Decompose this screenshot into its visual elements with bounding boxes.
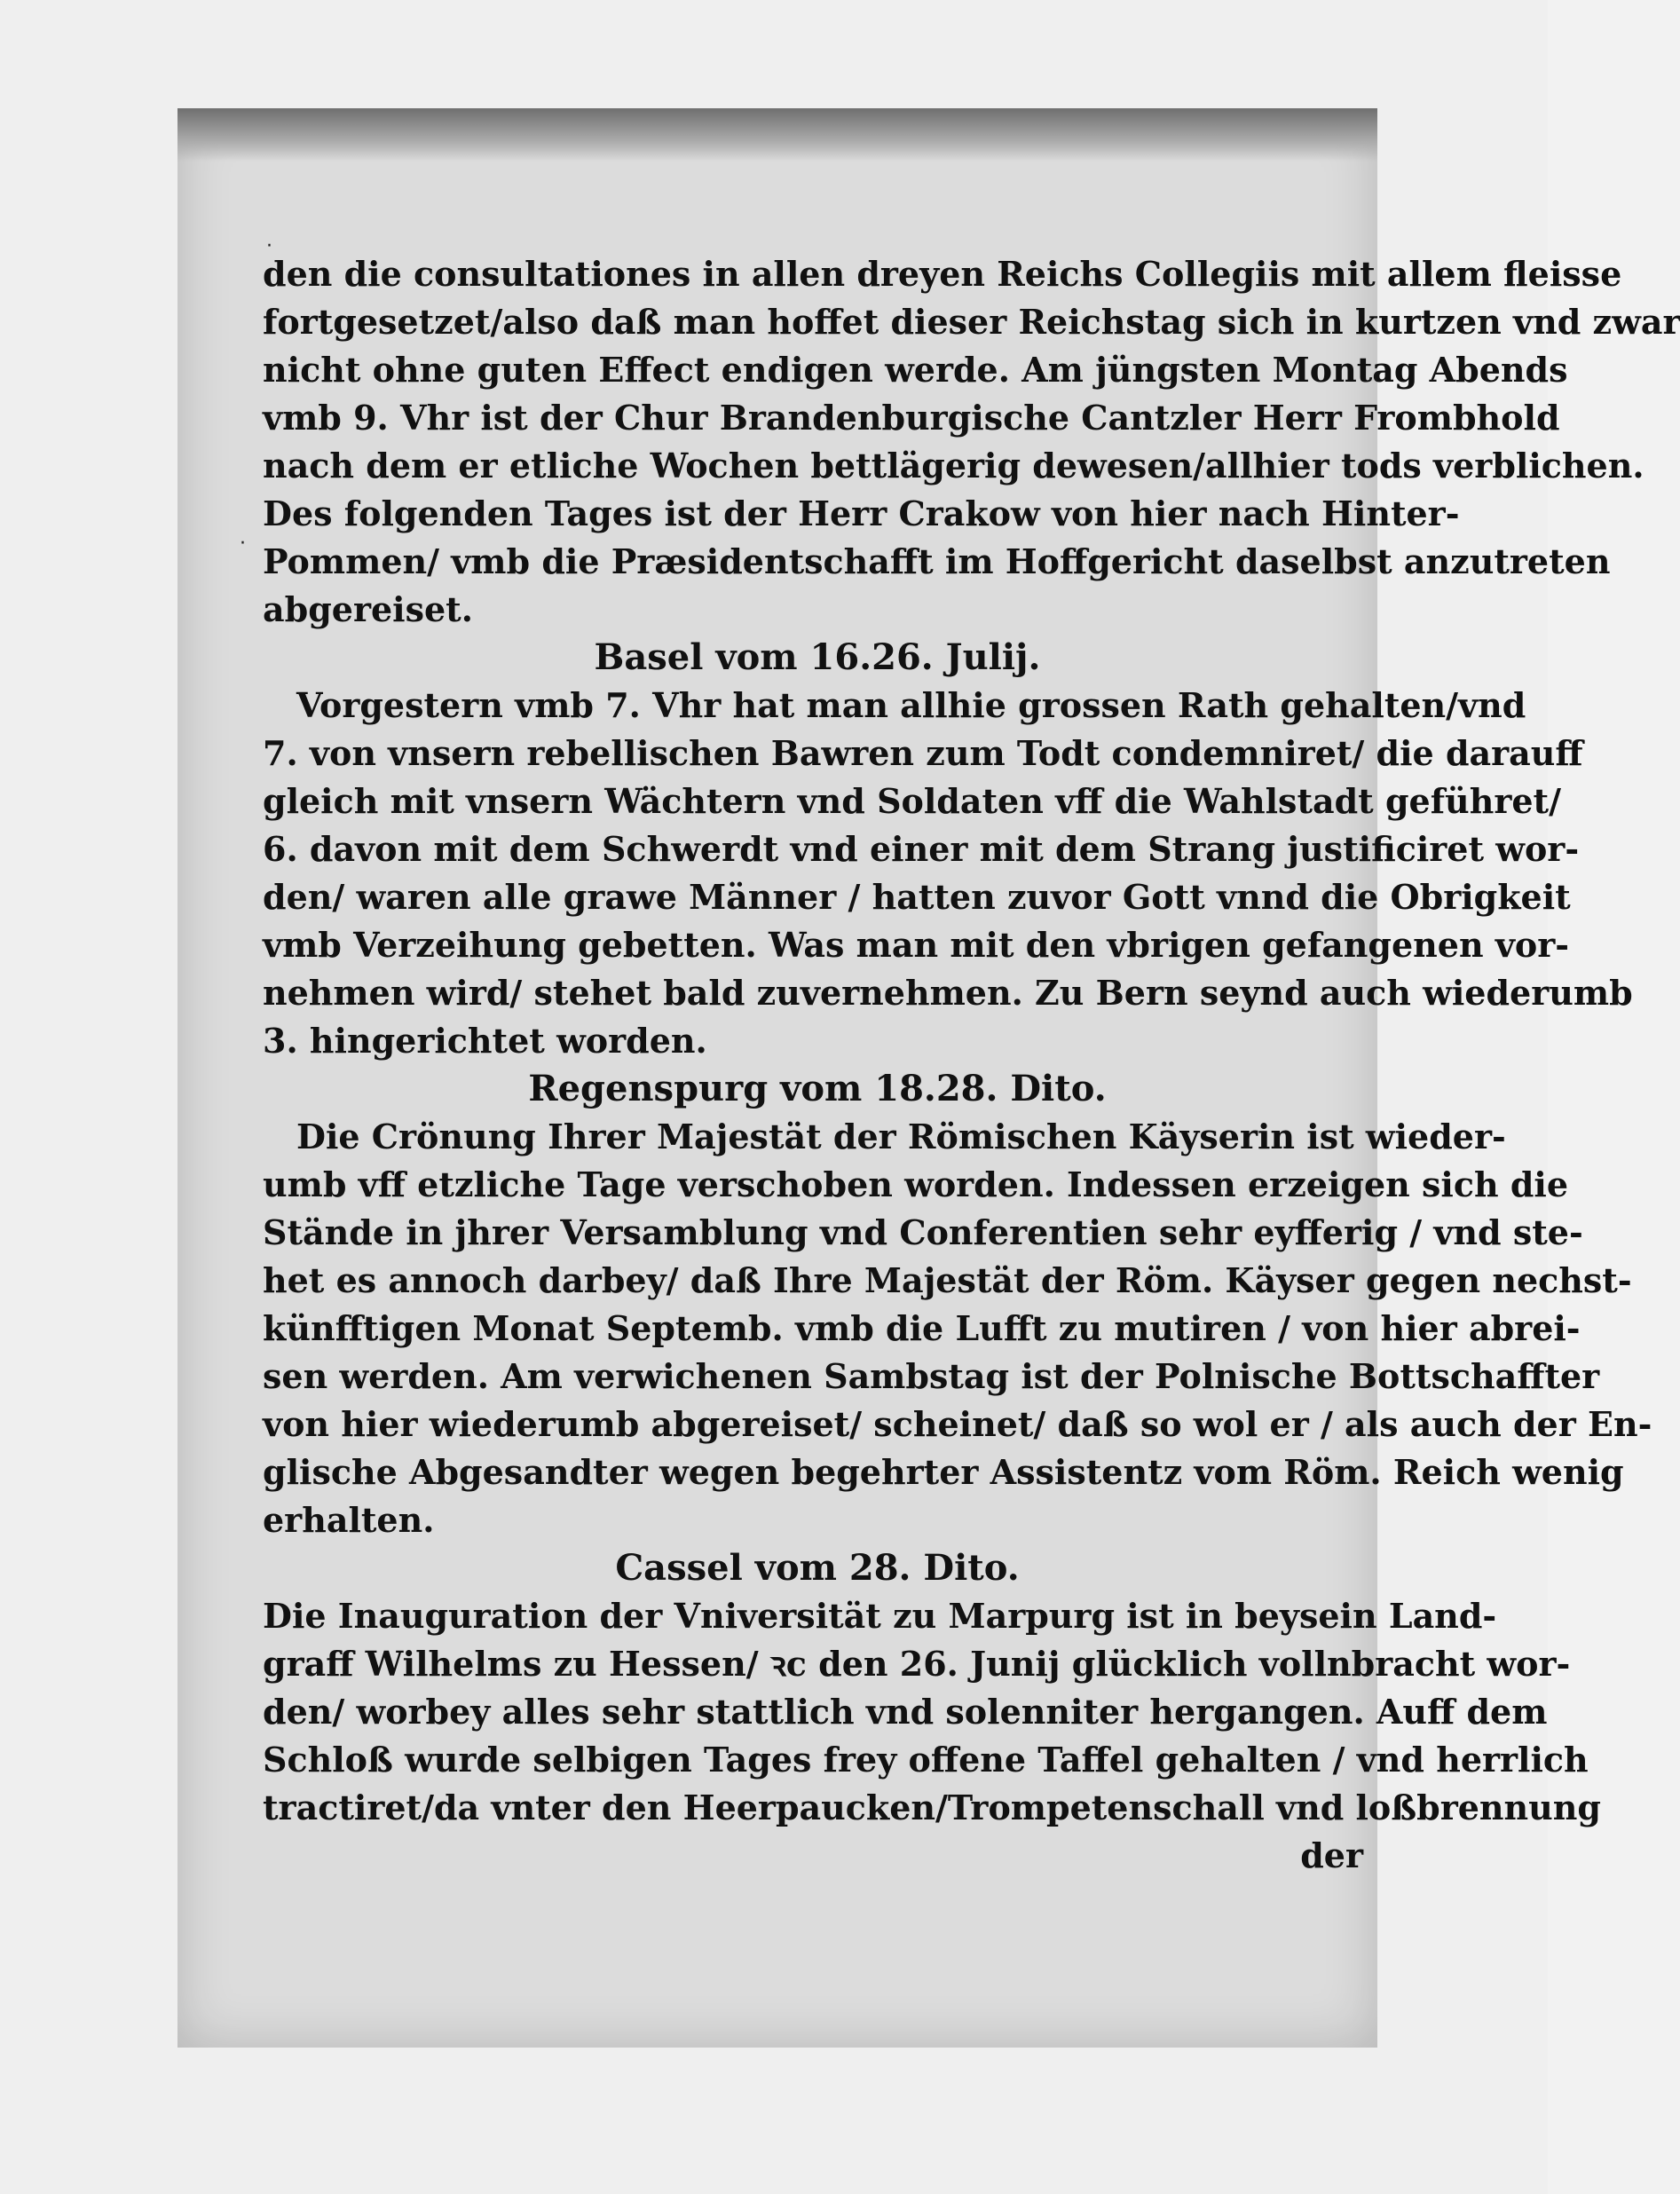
text-line: Des folgenden Tages ist der Herr Crakow von hier nach Hinter- [263,493,1460,533]
text-line: Schloß wurde selbigen Tages frey offene Taffel gehalten / vnd herrlich [263,1740,1589,1780]
text-line: umb vff etzliche Tage verschoben worden. Indessen erzeigen sich die [263,1164,1568,1204]
catchword: der [1300,1835,1363,1875]
text-line: den die consultationes in allen dreyen Reichs Collegiis mit allem fleisse [263,254,1622,294]
text-line: het es annoch darbey/ daß Ihre Majestät der Röm. Käyser gegen nechst- [263,1260,1632,1300]
text-line: Die Crönung Ihrer Majestät der Römischen Käyserin ist wieder- [296,1117,1506,1156]
paragraph-basel [263,682,1633,1065]
text-line: 3. hingerichtet worden. [263,1021,707,1061]
text-line: den/ worbey alles sehr stattlich vnd solenniter hergangen. Auff dem [263,1692,1548,1732]
text-line: fortgesetzet/also daß man hoffet dieser Reichstag sich in kurtzen vnd zwar [263,302,1680,342]
text-line: abgereiset. [263,589,473,629]
text-line: tractiret/da vnter den Heerpaucken/Trompetenschall vnd loßbrennung [263,1788,1601,1827]
paragraph-1 [263,250,1680,634]
paragraph-cassel [263,1592,1601,1832]
text-line: künfftigen Monat Septemb. vmb die Lufft zu mutiren / von hier abrei- [263,1308,1581,1348]
text-line: glische Abgesandter wegen begehrter Assistentz vom Röm. Reich wenig [263,1452,1624,1492]
section-heading-regensburg: Regenspurg vom 18.28. Dito. [528,1068,1107,1109]
text-line: nehmen wird/ stehet bald zuvernehmen. Zu Bern seynd auch wiederumb [263,973,1633,1013]
margin-mark: · [240,533,246,555]
text-line: Pommen/ vmb die Præsidentschafft im Hoffgericht daselbst anzutreten [263,541,1611,581]
text-line: Stände in jhrer Versamblung vnd Conferentien sehr eyfferig / vnd ste- [263,1212,1583,1252]
text-column [263,250,1680,1880]
text-line: gleich mit vnsern Wächtern vnd Soldaten vff die Wahlstadt geführet/ [263,781,1561,821]
text-line: den/ waren alle grawe Männer / hatten zuvor Gott vnnd die Obrigkeit [263,877,1571,917]
text-line: Die Inauguration der Vniversität zu Marpurg ist in beysein Land- [263,1596,1497,1636]
margin-mark: · [266,235,272,257]
text-line: 6. davon mit dem Schwerdt vnd einer mit dem Strang justificiret wor- [263,829,1580,869]
text-line: von hier wiederumb abgereiset/ scheinet/ daß so wol er / als auch der En- [263,1404,1652,1444]
page-top-shadow [177,108,1377,162]
text-line: erhalten. [263,1500,435,1540]
text-line: nach dem er etliche Wochen bettlägerig dewesen/allhier tods verblichen. [263,446,1645,485]
text-line: nicht ohne guten Effect endigen werde. Am jüngsten Montag Abends [263,350,1568,390]
text-line: Vorgestern vmb 7. Vhr hat man allhie grossen Rath gehalten/vnd [296,685,1526,725]
text-line: sen werden. Am verwichenen Sambstag ist der Polnische Bottschaffter [263,1356,1600,1396]
text-line: 7. von vnsern rebellischen Bawren zum Todt condemniret/ die darauff [263,733,1583,773]
paragraph-regensburg [263,1113,1652,1544]
text-line: vmb Verzeihung gebetten. Was man mit den vbrigen gefangenen vor- [263,925,1570,965]
section-heading-basel: Basel vom 16.26. Julij. [594,636,1041,678]
printed-page [177,108,1680,2048]
text-line: vmb 9. Vhr ist der Chur Brandenburgische Cantzler Herr Frombhold [263,398,1560,438]
text-line: graff Wilhelms zu Hessen/ ꝛc den 26. Junij glücklich vollnbracht wor- [263,1644,1571,1684]
section-heading-cassel: Cassel vom 28. Dito. [615,1547,1020,1589]
